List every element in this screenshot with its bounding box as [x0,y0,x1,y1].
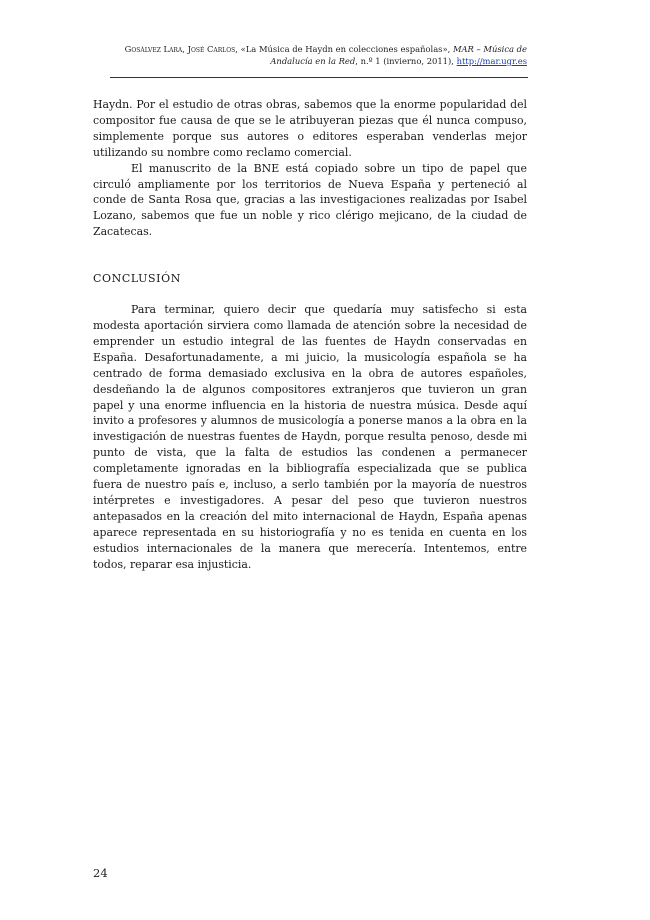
header-issue: , n.º 1 (invierno, 2011), [355,56,457,66]
header-journal: MAR – Música de Andalucía en la Red [270,44,527,66]
page-number: 24 [93,866,108,880]
header-author: Gosálvez Lara, José Carlos [124,44,236,54]
header-url-link[interactable]: http://mar.ugr.es [456,56,527,66]
header-article-title: , «La Música de Haydn en colecciones españolas», [235,44,453,54]
header-rule [110,77,528,78]
paragraph-manuscript: El manuscrito de la BNE está copiado sobre un tipo de papel que circuló ampliamente por los territorios de Nueva España y perteneció al conde de Santa Rosa que, gracias a las investigaciones realizadas por Isabel Lozano, sabemos que fue un noble y rico clérigo mejicano, de la ciudad de Zacatecas. [93,161,527,239]
section-heading-conclusion: CONCLUSIÓN [93,272,181,286]
paragraph-continued: Haydn. Por el estudio de otras obras, sabemos que la enorme popularidad del compositor fue causa de que se le atribuyeran piezas que él nunca compuso, simplemente porque sus autores o editores esperaban venderlas mejor utilizando su nombre como reclamo comercial. [93,98,527,159]
running-header [93,43,527,67]
paragraph-conclusion: Para terminar, quiero decir que quedaría muy satisfecho si esta modesta aportación sirviera como llamada de atención sobre la necesidad de emprender un estudio integral de las fuentes de Haydn conservadas en España. Desafortunadamente, a mi juicio, la musicología española se ha centrado de forma demasiado exclusiva en la obra de autores españoles, desdeñando la de algunos compositores extranjeros que tuvieron un gran papel y una enorme influencia en la historia de nuestra música. Desde aquí invito a profesores y alumnos de musicología a ponerse manos a la obra en la investigación de nuestras fuentes de Haydn, porque resulta penoso, desde mi punto de vista, que la falta de estudios las condenen a permanecer completamente ignoradas en la bibliografía especializada que se publica fuera de nuestro país e, incluso, a serlo también por la mayoría de nuestros intérpretes e investigadores. A pesar del peso que tuvieron nuestros antepasados en la creación del mito internacional de Haydn, España apenas aparece representada en su historiografía y no es tenida en cuenta en los estudios internacionales de la manera que merecería. Intentemos, entre todos, reparar esa injusticia. [93,303,527,571]
body-text [93,97,527,572]
